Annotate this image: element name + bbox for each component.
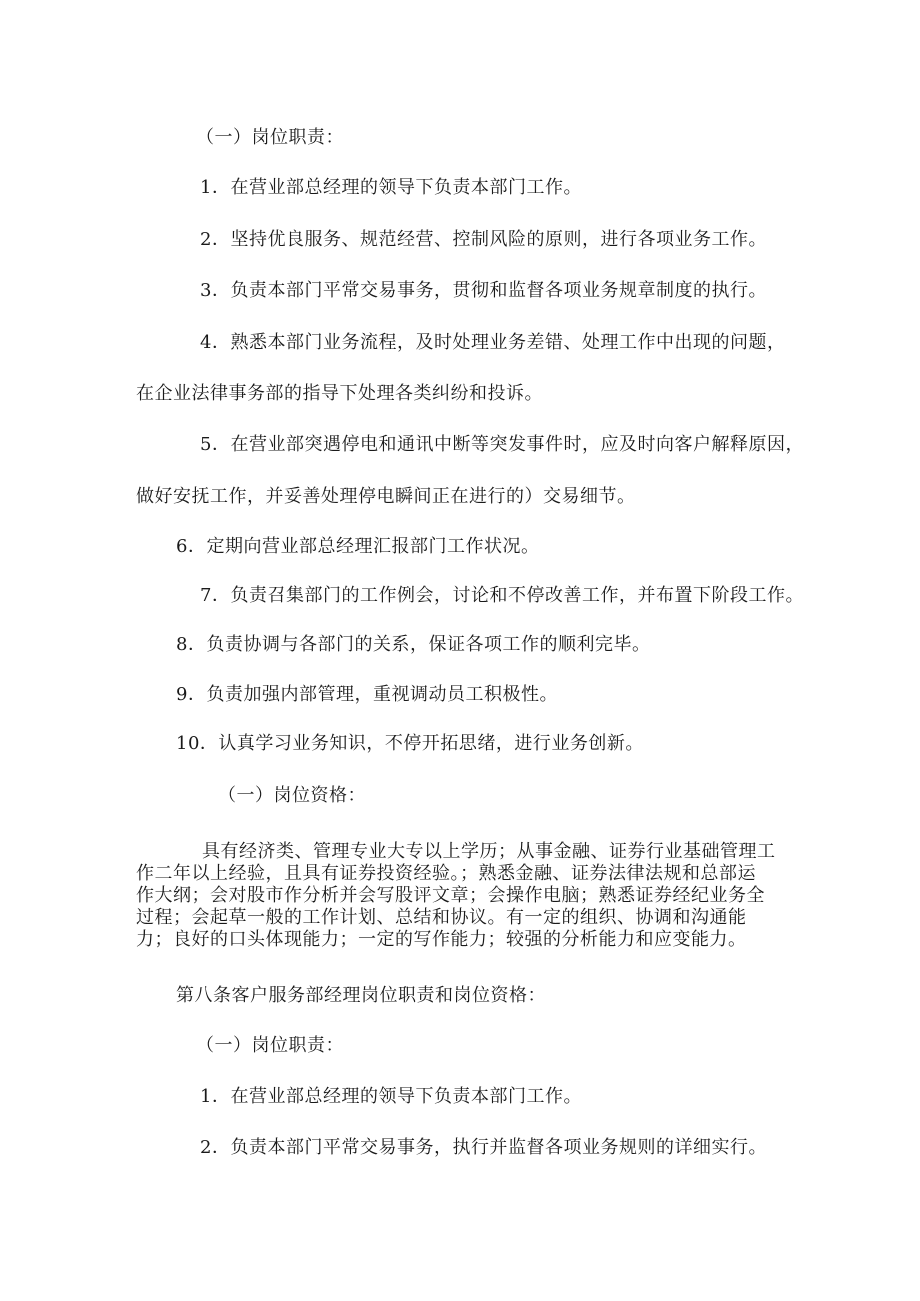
section-heading-qualifications: （一）岗位资格：	[218, 785, 366, 806]
duty-item-5: 5．在营业部突遇停电和通讯中断等突发事件时，应及时向客户解释原因，	[200, 434, 804, 455]
duty-item-6: 6．定期向营业部总经理汇报部门工作状况。	[176, 536, 540, 557]
section-heading-duties: （一）岗位职责：	[196, 127, 344, 148]
duty-item-9: 9．负责加强内部管理，重视调动员工积极性。	[176, 684, 558, 705]
duty-item-2: 2．坚持优良服务、规范经营、控制风险的原则，进行各项业务工作。	[200, 229, 767, 250]
section-heading-duties-2: （一）岗位职责：	[196, 1035, 344, 1056]
qualifications-line-3: 作大纲；会对股市作分析并会写股评文章；会操作电脑；熟悉证券经纪业务全	[136, 885, 765, 906]
duty-item-8: 8．负责协调与各部门的关系，保证各项工作的顺利完毕。	[176, 634, 651, 655]
duty2-item-1: 1．在营业部总经理的领导下负责本部门工作。	[200, 1086, 582, 1107]
qualifications-line-5: 力；良好的口头体现能力；一定的写作能力；较强的分析能力和应变能力。	[136, 929, 747, 950]
duty-item-5-continued: 做好安抚工作，并妥善处理停电瞬间正在进行的）交易细节。	[136, 486, 636, 507]
duty2-item-2: 2．负责本部门平常交易事务，执行并监督各项业务规则的详细实行。	[200, 1137, 767, 1158]
qualifications-line-2: 作二年以上经验，且具有证券投资经验。；熟悉金融、证券法律法规和总部运	[136, 863, 756, 884]
qualifications-line-1: 具有经济类、管理专业大专以上学历；从事金融、证券行业基础管理工	[202, 841, 776, 862]
duty-item-10: 10．认真学习业务知识，不停开拓思绪，进行业务创新。	[176, 733, 644, 754]
duty-item-3: 3．负责本部门平常交易事务，贯彻和监督各项业务规章制度的执行。	[200, 280, 767, 301]
qualifications-paragraph	[136, 841, 776, 951]
duty-item-1: 1．在营业部总经理的领导下负责本部门工作。	[200, 177, 582, 198]
article-eight-title: 第八条客户服务部经理岗位职责和岗位资格：	[176, 985, 546, 1006]
duty-item-4-continued: 在企业法律事务部的指导下处理各类纠纷和投诉。	[136, 383, 543, 404]
duty-item-4: 4．熟悉本部门业务流程，及时处理业务差错、处理工作中出现的问题，	[200, 332, 786, 353]
qualifications-line-4: 过程；会起草一般的工作计划、总结和协议。有一定的组织、协调和沟通能	[136, 907, 747, 928]
duty-item-7: 7．负责召集部门的工作例会，讨论和不停改善工作，并布置下阶段工作。	[200, 585, 804, 606]
